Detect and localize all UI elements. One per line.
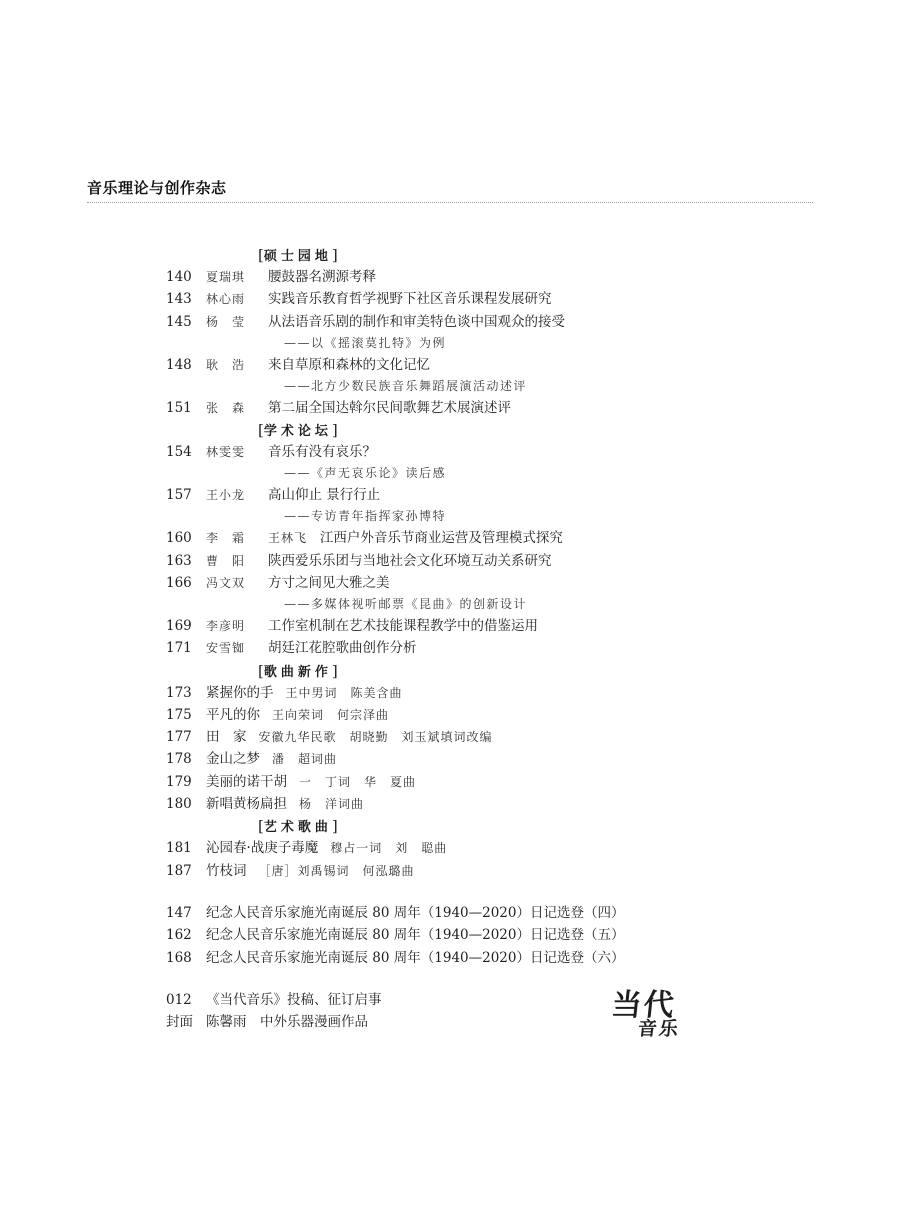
toc-entry[interactable] <box>166 397 806 419</box>
page-number: 173 <box>166 684 192 701</box>
toc-entry[interactable] <box>166 637 806 659</box>
special-entry[interactable] <box>166 947 806 969</box>
page-number: 148 <box>166 356 192 373</box>
author: 安雪铷 <box>206 641 246 656</box>
song-credit: 王中男词 陈美含曲 <box>285 685 403 700</box>
song-title: 新唱黄杨扁担 <box>206 796 287 813</box>
article-title: 第二届全国达斡尔民间歌舞艺术展演述评 <box>268 399 511 416</box>
song-credit: 王向荣词 何宗泽曲 <box>272 707 390 722</box>
song-title: 沁园春·战庚子毒魔 <box>206 840 319 857</box>
toc-entry[interactable] <box>166 311 806 333</box>
page-number: 147 <box>166 904 192 921</box>
page-number: 145 <box>166 313 192 330</box>
author: 冯文双 <box>206 575 246 590</box>
section-heading-label: 硕士园地 <box>263 249 332 264</box>
song-title: 金山之梦 <box>206 751 260 768</box>
toc-entry[interactable] <box>166 484 806 506</box>
page-number: 166 <box>166 574 192 591</box>
article-title: 高山仰止 景行行止 <box>268 487 381 504</box>
article-title-text: 江西户外音乐节商业运营及管理模式探究 <box>319 530 563 547</box>
spacer <box>166 969 806 989</box>
page-number: 171 <box>166 640 192 657</box>
song-entry[interactable] <box>166 837 806 859</box>
song-title: 田 家 <box>206 729 247 746</box>
author: 李彦明 <box>206 618 246 633</box>
page-number: 179 <box>166 773 192 790</box>
article-title: 腰鼓器名溯源考释 <box>268 269 376 285</box>
page-number: 160 <box>166 530 192 547</box>
page-number: 143 <box>166 291 192 308</box>
song-credit: 安徽九华民歌 胡晓勤 刘玉斌填词改编 <box>258 730 493 745</box>
article-subtitle: ——多媒体视听邮票《昆曲》的创新设计 <box>284 597 528 612</box>
section-heading: [艺术歌曲] <box>258 817 338 836</box>
page-number: 012 <box>166 991 192 1008</box>
song-credit: 一 丁词 华 夏曲 <box>299 774 417 789</box>
section-heading: [歌曲新作] <box>258 661 338 680</box>
author: 林雯雯 <box>206 445 246 460</box>
song-entry[interactable] <box>166 793 806 815</box>
page-number: 169 <box>166 617 192 634</box>
author: 王小龙 <box>206 488 246 503</box>
song-title: 竹枝词 <box>206 862 247 879</box>
song-credit: ［唐］刘禹锡词 何泓璐曲 <box>258 863 415 878</box>
table-of-contents <box>166 244 806 1033</box>
spacer <box>166 882 806 902</box>
page-number: 168 <box>166 949 192 966</box>
journal-header-title: 音乐理论与创作杂志 <box>87 179 227 197</box>
page-number: 180 <box>166 796 192 813</box>
page-number: 封面 <box>166 1014 193 1031</box>
special-title: 纪念人民音乐家施光南诞辰 80 周年（1940—2020）日记选登（六） <box>206 949 625 966</box>
article-subtitle: ——以《摇滚莫扎特》为例 <box>284 335 447 350</box>
song-credit: 潘 超词曲 <box>272 752 338 767</box>
song-entry[interactable] <box>166 860 806 882</box>
article-subtitle: ——北方少数民族音乐舞蹈展演活动述评 <box>284 378 528 393</box>
page-number: 175 <box>166 706 192 723</box>
page-number: 162 <box>166 927 192 944</box>
article-title: 工作室机制在艺术技能课程教学中的借鉴运用 <box>268 617 538 634</box>
author: 夏瑞琪 <box>206 270 246 284</box>
section-heading-label: 学术论坛 <box>263 424 332 440</box>
page-number: 151 <box>166 399 192 416</box>
logo-line-1: 当代 <box>609 988 678 1023</box>
notice-title: 《当代音乐》投稿、征订启事 <box>206 991 382 1008</box>
article-subtitle: ——《声无哀乐论》读后感 <box>284 466 447 481</box>
page-number: 187 <box>166 862 192 879</box>
toc-entry[interactable] <box>166 441 806 463</box>
song-entry[interactable] <box>166 682 806 704</box>
special-title: 纪念人民音乐家施光南诞辰 80 周年（1940—2020）日记选登（五） <box>206 927 625 944</box>
toc-entry[interactable] <box>166 288 806 310</box>
header-dotted-rule <box>87 202 813 203</box>
toc-entry[interactable] <box>166 550 806 572</box>
author: 林心雨 <box>206 292 246 307</box>
article-title: 从法语音乐剧的制作和审美特色谈中国观众的接受 <box>268 313 565 330</box>
author: 耿 浩 <box>206 357 246 372</box>
notice-entry[interactable] <box>166 1011 806 1033</box>
toc-entry[interactable] <box>166 266 806 288</box>
toc-entry[interactable] <box>166 354 806 376</box>
page-number: 157 <box>166 487 192 504</box>
article-subtitle: ——专访青年指挥家孙博特 <box>284 509 447 524</box>
author: 曹 阳 <box>206 553 246 568</box>
notice-title: 陈馨雨 中外乐器漫画作品 <box>206 1014 368 1031</box>
page-number: 177 <box>166 729 192 746</box>
article-title: 陕西爱乐乐团与当地社会文化环境互动关系研究 <box>268 552 552 569</box>
logo-line-2: 音乐 <box>636 1018 682 1040</box>
toc-entry[interactable] <box>166 572 806 594</box>
section-heading-label: 艺术歌曲 <box>263 820 332 836</box>
special-entry[interactable] <box>166 902 806 924</box>
dangdai-yinyue-logo <box>609 980 692 1040</box>
article-title <box>268 527 563 549</box>
song-entry[interactable] <box>166 771 806 793</box>
page-number: 154 <box>166 444 192 461</box>
author: 张 森 <box>206 400 246 415</box>
notice-entry[interactable] <box>166 989 806 1011</box>
toc-entry[interactable] <box>166 615 806 637</box>
section-heading: [硕士园地] <box>258 246 338 264</box>
article-title: 来自草原和森林的文化记忆 <box>268 356 430 373</box>
article-title: 音乐有没有哀乐？ <box>268 444 376 461</box>
article-title: 实践音乐教育哲学视野下社区音乐课程发展研究 <box>268 291 552 308</box>
song-entry[interactable] <box>166 704 806 726</box>
toc-entry[interactable] <box>166 527 806 549</box>
article-title: 方寸之间见大雅之美 <box>268 574 390 591</box>
coauthor: 王林飞 <box>268 531 308 546</box>
section-heading-label: 歌曲新作 <box>263 664 332 680</box>
page-number: 178 <box>166 751 192 768</box>
song-title: 平凡的你 <box>206 706 260 723</box>
page-number: 140 <box>166 269 192 285</box>
song-title: 紧握你的手 <box>206 684 274 701</box>
author: 杨 莹 <box>206 314 246 329</box>
special-title: 纪念人民音乐家施光南诞辰 80 周年（1940—2020）日记选登（四） <box>206 904 625 921</box>
song-credit: 穆占一词 刘 聪曲 <box>330 841 448 856</box>
song-entry[interactable] <box>166 748 806 770</box>
page-number: 181 <box>166 840 192 857</box>
author: 李 霜 <box>206 531 246 546</box>
song-credit: 杨 洋词曲 <box>299 797 365 812</box>
song-entry[interactable] <box>166 726 806 748</box>
song-title: 美丽的诺干胡 <box>206 773 287 790</box>
article-title: 胡廷江花腔歌曲创作分析 <box>268 640 417 657</box>
section-heading: [学术论坛] <box>258 421 338 440</box>
special-entry[interactable] <box>166 924 806 946</box>
page-number: 163 <box>166 552 192 569</box>
